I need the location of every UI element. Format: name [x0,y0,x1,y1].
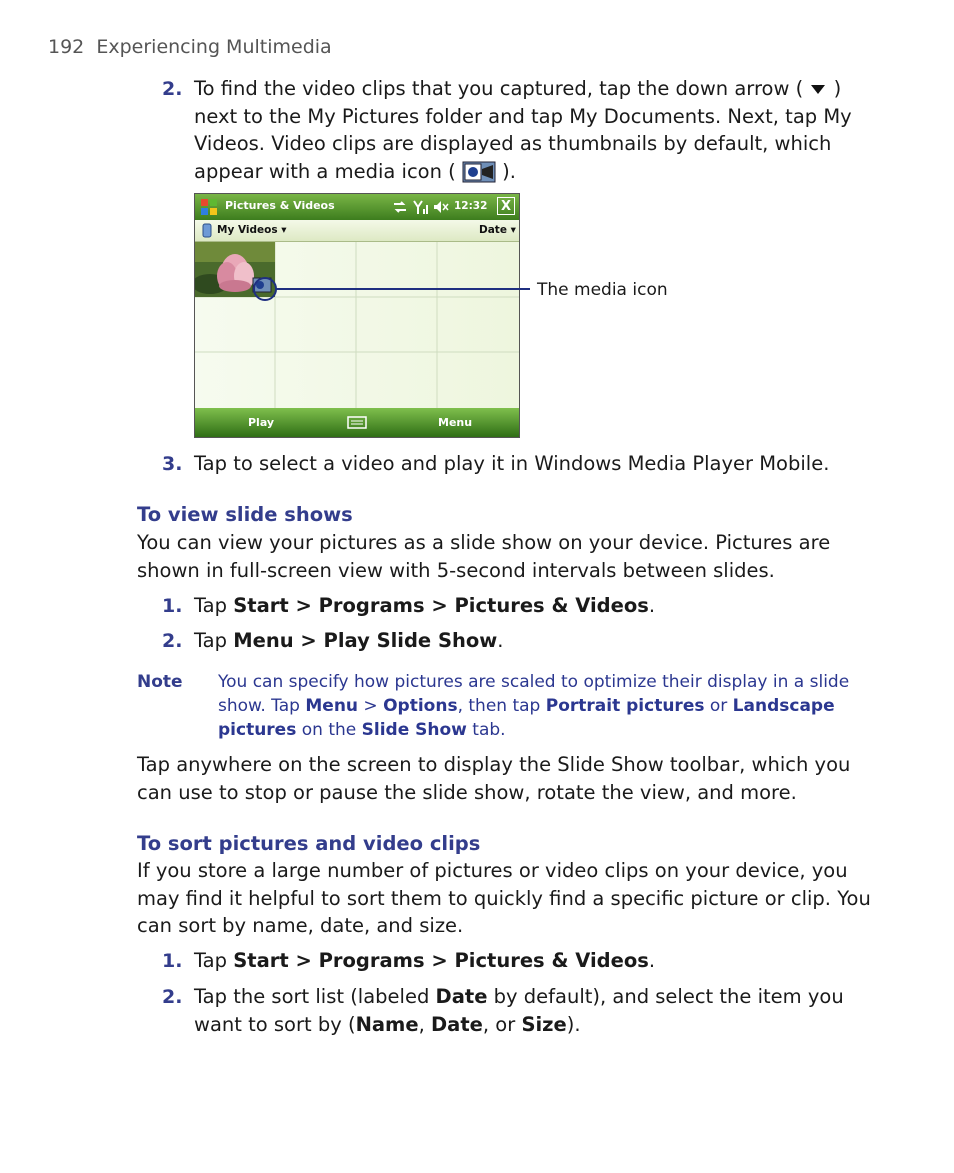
step-number: 2. [162,630,183,652]
down-arrow-icon [811,85,825,94]
step-text: To find the video clips that you captured, tap the down arrow ( ) next to the My Pictures folder and tap My Documents. Next, tap My Videos. Video clips are displayed as thumbnails by default, which appear with a media icon ( ). [194,77,852,183]
step-number: 2. [162,78,183,100]
softkey-bar [195,408,519,437]
keyboard-icon[interactable] [347,416,367,429]
paragraph: You can view your pictures as a slide show on your device. Pictures are shown in full-screen view with 5-second intervals between slides. [137,531,831,582]
app-title: Pictures & Videos [225,199,335,212]
step-text: Tap the sort list (labeled Date by default), and select the item you want to sort by (Name, Date, or Size). [194,985,844,1036]
callout-pointer [250,275,535,305]
thumbnail-grid [195,242,519,408]
step-text: Tap to select a video and play it in Windows Media Player Mobile. [194,452,830,475]
note-text: You can specify how pictures are scaled to optimize their display in a slide show. Tap Menu > Options, then tap Portrait pictures or Landscape pictures on the Slide Show tab. [218,672,850,740]
callout-label: The media icon [537,280,668,300]
menu-softkey[interactable]: Menu [438,416,473,429]
folder-toolbar [195,220,519,242]
step-number: 3. [162,453,183,475]
connectivity-icon[interactable] [393,200,407,214]
paragraph: If you store a large number of pictures or video clips on your device, you may find it helpful to sort them to quickly find a specific picture or clip. You can sort by name, date, and size. [137,859,871,937]
title-bar [195,194,519,220]
sort-dropdown[interactable]: Date ▾ [479,224,516,236]
device-screenshot [194,193,520,438]
section-heading: To view slide shows [137,503,353,526]
step-number: 1. [162,950,183,972]
volume-icon[interactable] [433,199,449,215]
step-text: Tap Menu > Play Slide Show. [194,629,504,652]
folder-icon [201,223,213,238]
folder-dropdown[interactable]: My Videos ▾ [217,224,287,236]
step-text: Tap Start > Programs > Pictures & Videos. [194,949,656,972]
step-text: Tap Start > Programs > Pictures & Videos. [194,594,656,617]
windows-start-icon[interactable] [200,198,218,216]
play-softkey[interactable]: Play [248,416,275,429]
step-number: 2. [162,986,183,1008]
page-header [48,36,332,58]
page-number: 192 [48,36,85,58]
clock[interactable]: 12:32 [454,200,488,212]
paragraph: Tap anywhere on the screen to display the Slide Show toolbar, which you can use to stop or pause the slide show, rotate the view, and more. [137,753,851,804]
note-label: Note [137,672,183,692]
close-button[interactable]: X [497,197,515,215]
signal-icon[interactable] [413,199,429,215]
section-title: Experiencing Multimedia [96,36,332,58]
step-number: 1. [162,595,183,617]
media-icon [462,161,496,183]
section-heading: To sort pictures and video clips [137,832,481,855]
